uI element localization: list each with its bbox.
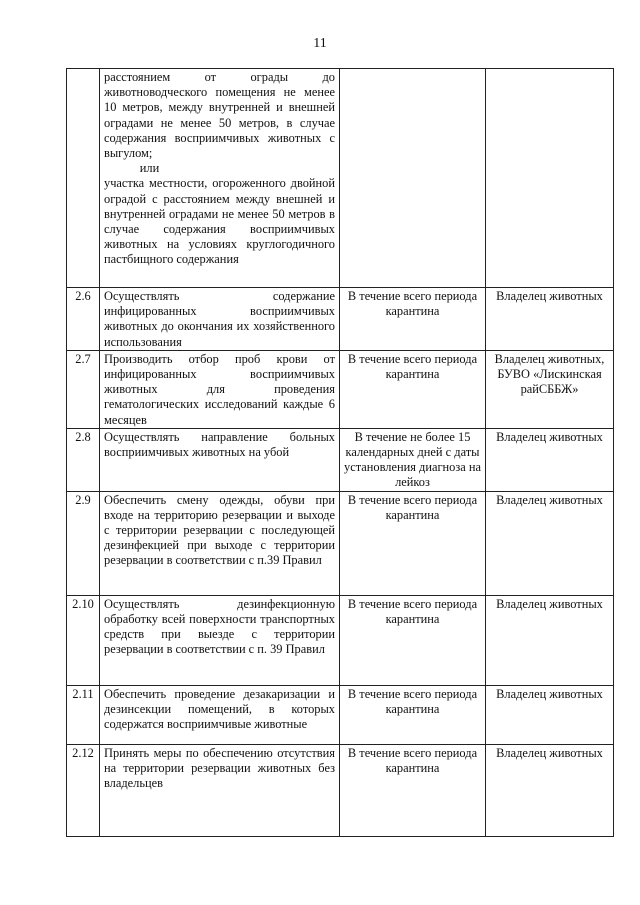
row-number-cell: 2.9 — [67, 491, 100, 595]
table-row — [67, 350, 614, 428]
action-text: или — [139, 161, 160, 176]
responsible-cell: Владелец животных — [486, 744, 614, 836]
table-row — [67, 288, 614, 351]
table-row — [67, 69, 614, 288]
row-number-cell: 2.7 — [67, 350, 100, 428]
row-number-cell: 2.12 — [67, 744, 100, 836]
row-number-cell: 2.10 — [67, 595, 100, 685]
term-cell: В течение всего периода карантина — [340, 744, 486, 836]
action-cell — [100, 69, 340, 288]
measures-table — [66, 68, 614, 837]
page-number: 11 — [313, 36, 327, 51]
table-row — [67, 491, 614, 595]
action-cell: Обеспечить смену одежды, обуви при входе на территорию резервации и выходе с территории резервации с последующей дезинфекцией при выходе с территории резервации в соответствии с п.39 Правил — [100, 491, 340, 595]
term-cell: В течение всего периода карантина — [340, 491, 486, 595]
table-row — [67, 595, 614, 685]
action-text: участка местности, огороженного двойной оградой с расстоянием между внешней и внутренней оградами не менее 50 метров в случае содержания восприимчивых животных на условиях круглогодичного пастбищного содержания — [104, 176, 335, 267]
term-cell: В течение не более 15 календарных дней с даты установления диагноза на лейкоз — [340, 428, 486, 491]
responsible-cell: Владелец животных — [486, 491, 614, 595]
row-number-cell: 2.6 — [67, 288, 100, 351]
row-number-cell: 2.8 — [67, 428, 100, 491]
table-row — [67, 685, 614, 744]
responsible-cell — [486, 69, 614, 288]
action-cell: Осуществлять направление больных восприимчивых животных на убой — [100, 428, 340, 491]
term-cell: В течение всего периода карантина — [340, 685, 486, 744]
action-cell: Обеспечить проведение дезакаризации и дезинсекции помещений, в которых содержатся восприимчивые животные — [100, 685, 340, 744]
action-cell: Производить отбор проб крови от инфицированных восприимчивых животных для проведения гематологических исследований каждые 6 месяцев — [100, 350, 340, 428]
term-cell — [340, 69, 486, 288]
table-row — [67, 428, 614, 491]
responsible-cell: Владелец животных — [486, 288, 614, 351]
term-cell: В течение всего периода карантина — [340, 350, 486, 428]
term-cell: В течение всего периода карантина — [340, 288, 486, 351]
row-number-cell — [67, 69, 100, 288]
action-cell: Принять меры по обеспечению отсутствия на территории резервации животных без владельцев — [100, 744, 340, 836]
responsible-cell: Владелец животных — [486, 428, 614, 491]
term-cell: В течение всего периода карантина — [340, 595, 486, 685]
action-cell: Осуществлять содержание инфицированных восприимчивых животных до окончания их хозяйственного использования — [100, 288, 340, 351]
action-cell: Осуществлять дезинфекционную обработку всей поверхности транспортных средств при выезде с территории резервации в соответствии с п. 39 Правил — [100, 595, 340, 685]
action-text: расстоянием от ограды до животноводческого помещения не менее 10 метров, между внутренней и внешней оградами не менее 50 метров, в случае содержания восприимчивых животных с выгулом; — [104, 70, 335, 161]
responsible-cell: Владелец животных — [486, 685, 614, 744]
row-number-cell: 2.11 — [67, 685, 100, 744]
table-row — [67, 744, 614, 836]
responsible-cell: Владелец животных — [486, 595, 614, 685]
responsible-cell: Владелец животных, БУВО «Лискинская райСББЖ» — [486, 350, 614, 428]
